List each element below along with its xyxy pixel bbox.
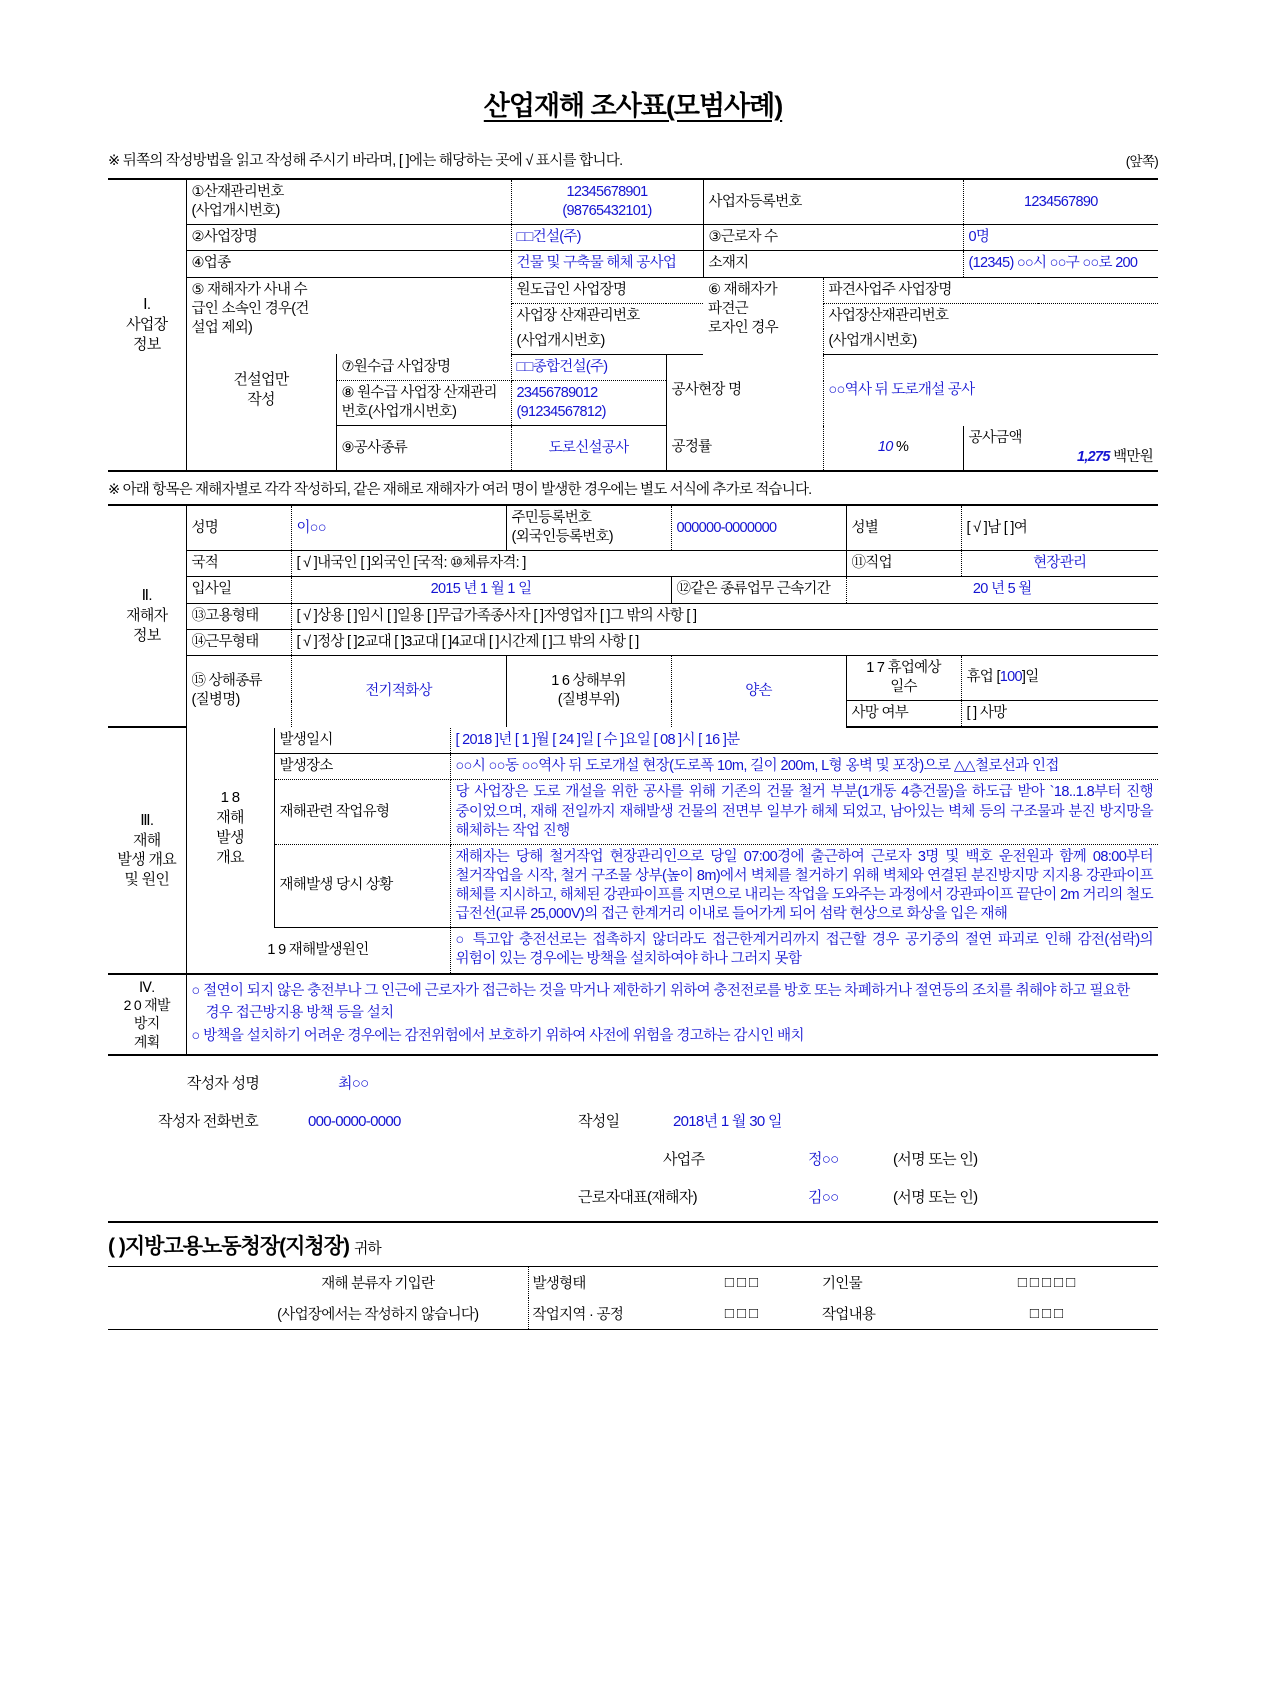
addressee-suffix: 귀하 — [353, 1240, 381, 1258]
boxes-occurrence-form[interactable]: □□□ — [668, 1267, 818, 1299]
boxes-causing-object[interactable]: □□□□□ — [938, 1267, 1158, 1299]
value-nationality: [ √ ]내국인 [ ]외국인 [국적: ⑩체류자격: ] — [291, 551, 846, 577]
label-work-pattern: ⑭근무형태 — [186, 629, 291, 655]
label-prime-sanjae-number-constr: ⑧ 원수급 사업장 산재관리 번호(사업개시번호) — [336, 381, 511, 426]
value-accident-situation: 재해자는 당해 철거작업 현장관리인으로 당일 07:00경에 출근하여 근로자 3명 및 백호 운전원과 함께 08:00부터 철거작업을 시작, 철거 구조물 상부(높이 8m)에서 벽체를 철거하기 위해 벽체와 연결된 분진방지망 지지용 강관파이프 해체를 지시하고, 해체된 강관파이프를 지면으로 내리는 작업을 도와주는 과정에서 강관파이프 끝단이 2m 거리의 철도 급전선(교류 25,000V)의 접근 한계거리 이내로 들어가게 되어 섬락 현상으로 화상을 입은 재해 — [450, 844, 1158, 928]
addressee-office: )지방고용노동청장(지청장) — [118, 1235, 349, 1259]
section1-table — [108, 178, 1158, 472]
classification-table — [108, 1266, 1158, 1330]
label-tenure: ⑫같은 종류업무 근속기간 — [671, 577, 846, 603]
label-occurrence-form: 발생형태 — [528, 1267, 668, 1299]
prevention-plan-item: ○ 절연이 되지 않은 충전부나 그 인근에 근로자가 접근하는 것을 막거나 제한하기 위하여 충전전로를 방호 또는 차폐하거나 절연등의 조치를 취해야 하고 필요한 경우 접근방지용 방책 등을 설치 — [191, 982, 1130, 1021]
label-occurrence-datetime: 발생일시 — [274, 728, 450, 754]
value-progress-rate: 10 % — [823, 426, 963, 471]
notice-row — [108, 149, 1158, 170]
value-injury-part: 양손 — [671, 655, 846, 727]
label-progress-rate: 공정률 — [666, 426, 823, 471]
section4-table — [108, 975, 1158, 1057]
value-sanjae-number: 12345678901 (98765432101) — [511, 179, 703, 225]
value-industry: 건물 및 구축물 해체 공사업 — [511, 251, 703, 277]
value-victim-name: 이○○ — [291, 505, 506, 551]
writer-name-row — [108, 1072, 1158, 1093]
label-location: 소재지 — [703, 251, 963, 277]
section3-table — [108, 728, 1158, 974]
section2-table — [108, 504, 1158, 728]
label-write-date: 작성일 — [578, 1113, 620, 1131]
field-prime-contractor-name: 원도급인 사업장명 — [511, 277, 703, 303]
label-construction-site: 공사현장 명 — [666, 354, 823, 425]
label-work-area-process: 작업지역 · 공정 — [528, 1298, 668, 1330]
section1-side-label: Ⅰ. 사업장 정보 — [108, 179, 186, 471]
label-accident-overview-group: 1 8 재해 발생 개요 — [186, 728, 274, 928]
label-workplace-name: ②사업장명 — [186, 225, 511, 251]
employer-sign-suffix: (서명 또는 인) — [893, 1151, 978, 1169]
label-accident-cause: 1 9 재해발생원인 — [186, 928, 450, 974]
section4-side-label: Ⅳ. 2 0 재발 방지 계획 — [108, 975, 186, 1056]
value-workplace-name: □□건설(주) — [511, 225, 703, 251]
construction-amount-cell: 공사금액 1,275 백만원 — [963, 426, 1158, 471]
label-employer: 사업주 — [663, 1151, 705, 1169]
prevention-plan-item: ○ 방책을 설치하기 어려운 경우에는 감전위험에서 보호하기 위하여 사전에 위험을 경고하는 감시인 배치 — [191, 1028, 804, 1045]
value-injury-type: 전기적화상 — [291, 655, 506, 727]
addressee-line — [108, 1221, 1158, 1260]
label-writer-name: 작성자 성명 — [186, 1075, 260, 1093]
value-occupation: 현장관리 — [961, 551, 1158, 577]
label-injury-part: 1 6 상해부위 (질병부위) — [506, 655, 671, 727]
fill-instruction: ※ 뒤쪽의 작성방법을 읽고 작성해 주시기 바라며, [ ]에는 해당하는 곳에 √ 표시를 합니다. — [108, 153, 623, 169]
field-prime-sanjae-number: 사업장 산재관리번호 — [516, 307, 640, 324]
worker-rep-sign-suffix: (서명 또는 인) — [893, 1189, 978, 1207]
value-prime-sanjae-number-constr: 23456789012 (91234567812) — [511, 381, 666, 426]
value-writer-phone: 000-0000-0000 — [308, 1113, 401, 1131]
label-worker-rep: 근로자대표(재해자) — [578, 1189, 697, 1207]
value-accident-cause: ○ 특고압 충전선로는 접촉하지 않더라도 접근한계거리까지 접근할 경우 공기중의 절연 파괴로 인해 감전(섬락)의 위험이 있는 경우에는 방책을 설치하여야 하나 그러지 못함 — [450, 928, 1158, 974]
field-dispatch-employer-name: 파견사업주 사업장명 — [823, 277, 1158, 303]
value-death-status: [ ] 사망 — [961, 701, 1158, 728]
label-leave-days: 1 7 휴업예상 일수 — [846, 655, 961, 700]
label-classifier-entry: 재해 분류자 기입란 — [228, 1267, 528, 1299]
label-work-content: 작업내용 — [818, 1298, 938, 1330]
field-dispatch-open-number: (사업개시번호) — [823, 329, 1158, 355]
label-rrn: 주민등록번호 (외국인등록번호) — [506, 505, 671, 551]
label-writer-phone: 작성자 전화번호 — [158, 1113, 258, 1131]
label-sanjae-number: ①산재관리번호 (사업개시번호) — [186, 179, 511, 225]
label-construction-only: 건설업만 작성 — [186, 354, 336, 425]
value-rrn: 000000-0000000 — [671, 505, 846, 551]
value-tenure: 20 년 5 월 — [846, 577, 1158, 603]
label-worker-count: ③근로자 수 — [703, 225, 963, 251]
signature-block — [108, 1072, 1158, 1207]
boxes-work-content[interactable]: □□□ — [938, 1298, 1158, 1330]
label-occupation: ⑪직업 — [846, 551, 961, 577]
value-occurrence-datetime: [ 2018 ]년 [ 1 ]월 [ 24 ]일 [ 수 ]요일 [ 08 ]시 [ 16 ]분 — [450, 728, 1158, 754]
label-business-reg-number: 사업자등록번호 — [703, 179, 963, 225]
value-employment-type: [ √ ]상용 [ ]임시 [ ]일용 [ ]무급가족종사자 [ ]자영업자 [ ]그 밖의 사항 [ ] — [291, 603, 1158, 629]
value-related-work-type: 당 사업장은 도로 개설을 위한 공사를 위해 기존의 건물 철거 부분(1개동 4층건물)을 하도급 받아 `18..1.8부터 진행 중이었으며, 재해 전일까지 재해발생 건물의 전면부 일부가 해체 되었고, 남아있는 벽체 등의 구조물과 분진 방지망을 해체하는 작업 진행 — [450, 780, 1158, 844]
page-title: 산업재해 조사표(모범사례) — [483, 91, 783, 121]
field-prime-open-number: (사업개시번호) — [511, 329, 703, 355]
label-construction-type: ⑨공사종류 — [336, 426, 511, 471]
value-prime-workplace-name: □□종합건설(주) — [511, 354, 666, 380]
label-prime-workplace-name: ⑦원수급 사업장명 — [336, 354, 511, 380]
boxes-work-area-process[interactable]: □□□ — [668, 1298, 818, 1330]
classification-spacer — [108, 1267, 228, 1299]
employer-row — [108, 1148, 1158, 1169]
value-business-reg-number: 1234567890 — [963, 179, 1158, 225]
value-employer: 정○○ — [808, 1151, 839, 1169]
page-side-label: (앞쪽) — [1125, 154, 1158, 169]
value-occurrence-place: ○○시 ○○동 ○○역사 뒤 도로개설 현장(도로폭 10m, 길이 200m, L형 옹벽 및 포장)으로 △△철로선과 인접 — [450, 754, 1158, 780]
value-writer-name: 최○○ — [338, 1075, 369, 1093]
label-related-work-type: 재해관련 작업유형 — [274, 780, 450, 844]
value-location: (12345) ○○시 ○○구 ○○로 200 — [963, 251, 1158, 277]
per-victim-note: ※ 아래 항목은 재해자별로 각각 작성하되, 같은 재해로 재해자가 여러 명이 발생한 경우에는 별도 서식에 추가로 적습니다. — [108, 482, 812, 498]
value-worker-rep: 김○○ — [808, 1189, 839, 1207]
value-hire-date: 2015 년 1 월 1 일 — [291, 577, 671, 603]
prevention-plan-list — [186, 975, 1158, 1056]
field-dispatch-sanjae-number: 사업장산재관리번호 — [828, 307, 949, 324]
section3-side-label: Ⅲ. 재해 발생 개요 및 원인 — [108, 728, 186, 973]
worker-rep-row — [108, 1186, 1158, 1207]
value-construction-type: 도로신설공사 — [511, 426, 666, 471]
value-worker-count: 0명 — [963, 225, 1158, 251]
value-construction-site: ○○역사 뒤 도로개설 공사 — [828, 381, 975, 398]
value-write-date: 2018년 1 월 30 일 — [673, 1113, 782, 1131]
label-industry: ④업종 — [186, 251, 511, 277]
label-victim-name: 성명 — [186, 505, 291, 551]
spacer-cell — [186, 426, 336, 471]
label-nationality: 국적 — [186, 551, 291, 577]
classification-spacer-2 — [108, 1298, 228, 1330]
label-subcontract-case: ⑤ 재해자가 사내 수 급인 소속인 경우(건 설업 제외) — [186, 277, 511, 354]
writer-phone-row — [108, 1110, 1158, 1131]
label-gender: 성별 — [846, 505, 961, 551]
addressee-paren-open: ( — [108, 1235, 114, 1259]
label-employment-type: ⑬고용형태 — [186, 603, 291, 629]
value-leave-days: 휴업 [100]일 — [961, 655, 1158, 700]
label-accident-situation: 재해발생 당시 상황 — [274, 844, 450, 928]
label-causing-object: 기인물 — [818, 1267, 938, 1299]
label-hire-date: 입사일 — [186, 577, 291, 603]
label-injury-type: ⑮ 상해종류 (질병명) — [186, 655, 291, 727]
value-work-pattern: [ √ ]정상 [ ]2교대 [ ]3교대 [ ]4교대 [ ]시간제 [ ]그 밖의 사항 [ ] — [291, 629, 1158, 655]
label-dispatch-case: ⑥ 재해자가 파견근 로자인 경우 — [703, 277, 823, 354]
label-occurrence-place: 발생장소 — [274, 754, 450, 780]
section2-side-label: Ⅱ. 재해자 정보 — [108, 505, 186, 727]
value-gender: [ √ ]남 [ ]여 — [961, 505, 1158, 551]
label-death-status: 사망 여부 — [846, 701, 961, 728]
label-not-for-workplace: (사업장에서는 작성하지 않습니다) — [228, 1298, 528, 1330]
